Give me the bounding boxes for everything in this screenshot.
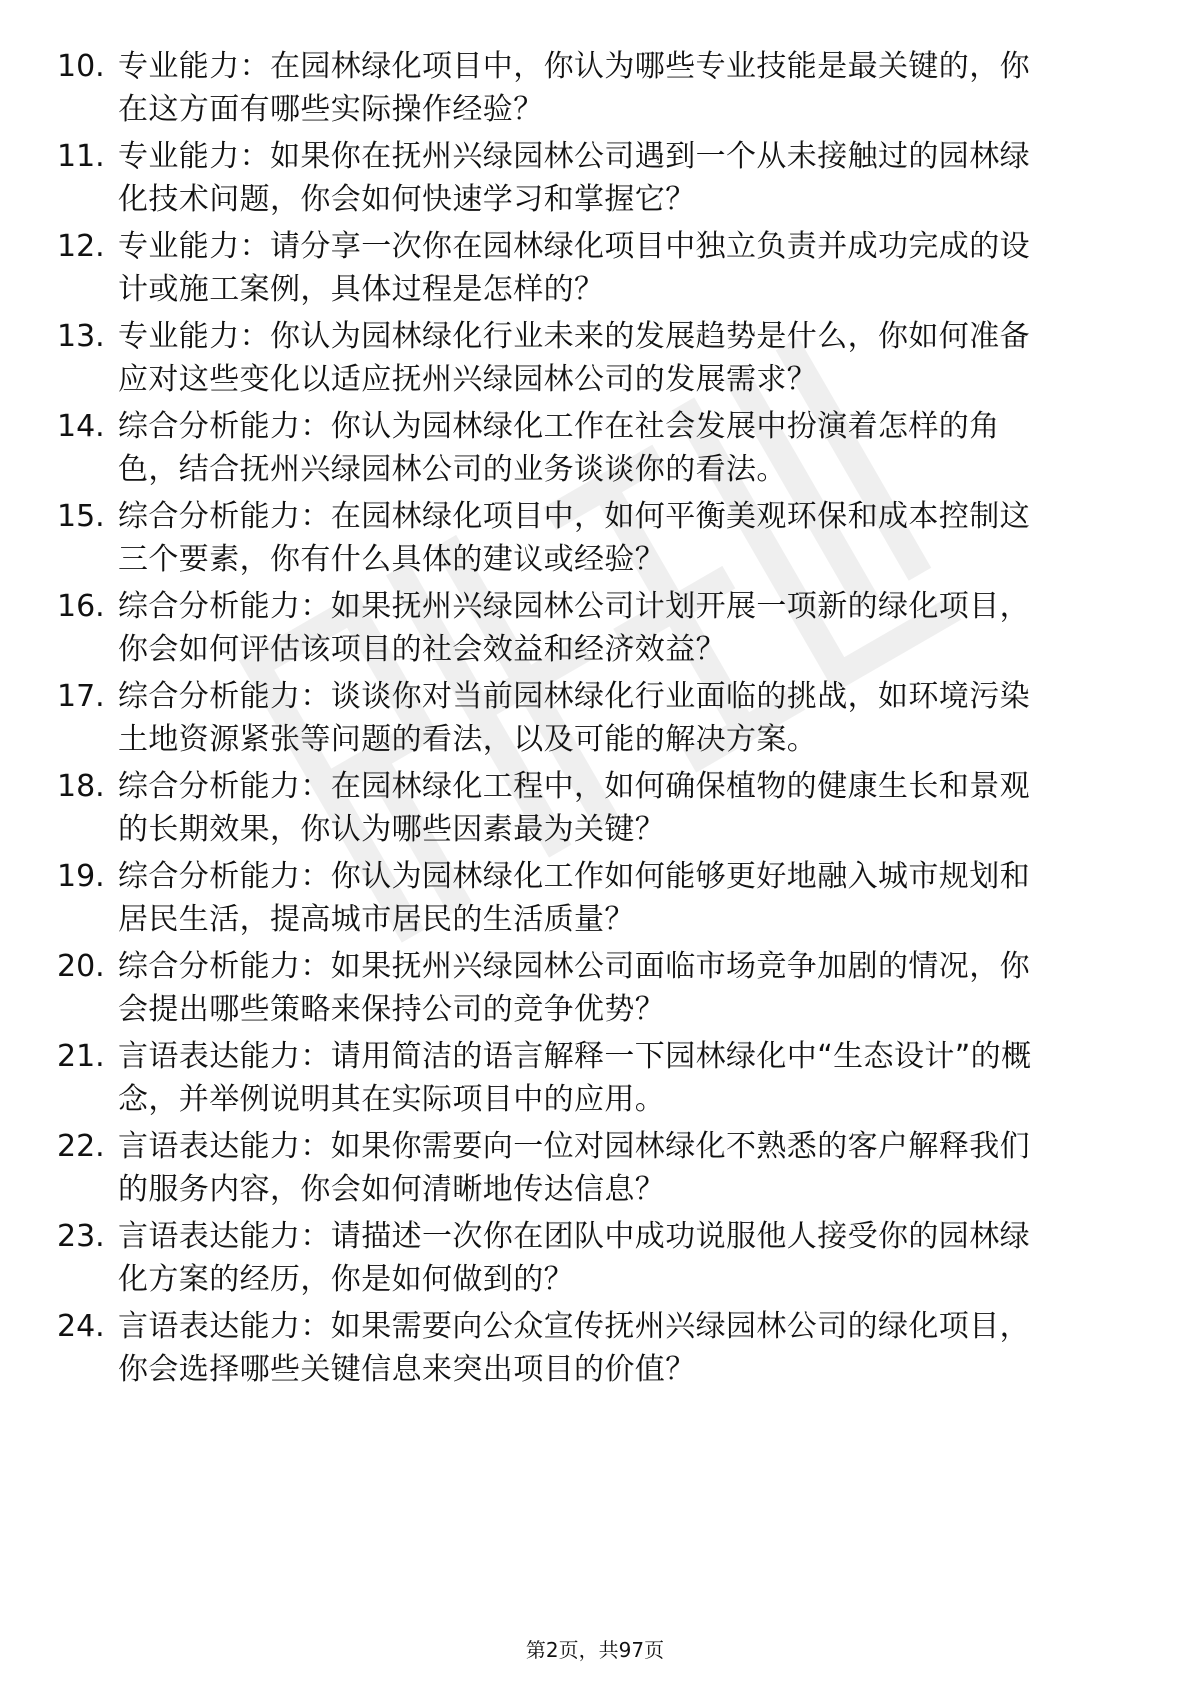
question-item	[0, 135, 1190, 225]
question-text: 综合分析能力：在园林绿化工程中，如何确保植物的健康生长和景观的长期效果，你认为哪些因素最为关键？	[118, 769, 1030, 847]
question-number: 18.	[57, 769, 105, 804]
question-item	[0, 1305, 1190, 1395]
question-number: 24.	[57, 1309, 105, 1344]
question-text: 专业能力：请分享一次你在园林绿化项目中独立负责并成功完成的设计或施工案例，具体过程是怎样的？	[118, 229, 1030, 307]
question-item	[0, 405, 1190, 495]
question-item	[0, 1035, 1190, 1125]
question-list	[0, 45, 1190, 1395]
question-item	[0, 675, 1190, 765]
question-number: 22.	[57, 1129, 105, 1164]
page-number-label: 第2页，共97页	[525, 1638, 665, 1662]
question-item	[0, 315, 1190, 405]
page-footer	[0, 1636, 1190, 1664]
question-text: 综合分析能力：如果抚州兴绿园林公司面临市场竞争加剧的情况，你会提出哪些策略来保持公司的竞争优势？	[118, 949, 1030, 1027]
question-text: 综合分析能力：如果抚州兴绿园林公司计划开展一项新的绿化项目，你会如何评估该项目的社会效益和经济效益？	[118, 589, 1030, 667]
question-number: 15.	[57, 499, 105, 534]
question-number: 19.	[57, 859, 105, 894]
question-text: 综合分析能力：你认为园林绿化工作在社会发展中扮演着怎样的角色，结合抚州兴绿园林公司的业务谈谈你的看法。	[118, 409, 1000, 487]
question-number: 23.	[57, 1219, 105, 1254]
question-number: 21.	[57, 1039, 105, 1074]
question-text: 言语表达能力：如果你需要向一位对园林绿化不熟悉的客户解释我们的服务内容，你会如何清晰地传达信息？	[118, 1129, 1030, 1207]
question-item	[0, 585, 1190, 675]
question-number: 17.	[57, 679, 105, 714]
question-item	[0, 765, 1190, 855]
question-item	[0, 1215, 1190, 1305]
question-text: 言语表达能力：请用简洁的语言解释一下园林绿化中“生态设计”的概念，并举例说明其在实际项目中的应用。	[118, 1039, 1032, 1117]
question-text: 专业能力：在园林绿化项目中，你认为哪些专业技能是最关键的，你在这方面有哪些实际操作经验？	[118, 49, 1030, 127]
question-text: 综合分析能力：你认为园林绿化工作如何能够更好地融入城市规划和居民生活，提高城市居民的生活质量？	[118, 859, 1030, 937]
question-text: 专业能力：你认为园林绿化行业未来的发展趋势是什么，你如何准备应对这些变化以适应抚州兴绿园林公司的发展需求？	[118, 319, 1030, 397]
question-item	[0, 495, 1190, 585]
question-number: 13.	[57, 319, 105, 354]
question-number: 12.	[57, 229, 105, 264]
question-text: 综合分析能力：谈谈你对当前园林绿化行业面临的挑战，如环境污染土地资源紧张等问题的看法，以及可能的解决方案。	[118, 679, 1030, 757]
question-number: 11.	[57, 139, 105, 174]
question-text: 言语表达能力：如果需要向公众宣传抚州兴绿园林公司的绿化项目，你会选择哪些关键信息来突出项目的价值？	[118, 1309, 1030, 1387]
question-number: 10.	[57, 49, 105, 84]
question-text: 言语表达能力：请描述一次你在团队中成功说服他人接受你的园林绿化方案的经历，你是如何做到的？	[118, 1219, 1030, 1297]
question-item	[0, 45, 1190, 135]
question-item	[0, 1125, 1190, 1215]
question-item	[0, 945, 1190, 1035]
question-number: 14.	[57, 409, 105, 444]
question-text: 综合分析能力：在园林绿化项目中，如何平衡美观环保和成本控制这三个要素，你有什么具体的建议或经验？	[118, 499, 1030, 577]
question-number: 16.	[57, 589, 105, 624]
question-item	[0, 225, 1190, 315]
question-number: 20.	[57, 949, 105, 984]
question-item	[0, 855, 1190, 945]
question-text: 专业能力：如果你在抚州兴绿园林公司遇到一个从未接触过的园林绿化技术问题，你会如何快速学习和掌握它？	[118, 139, 1030, 217]
